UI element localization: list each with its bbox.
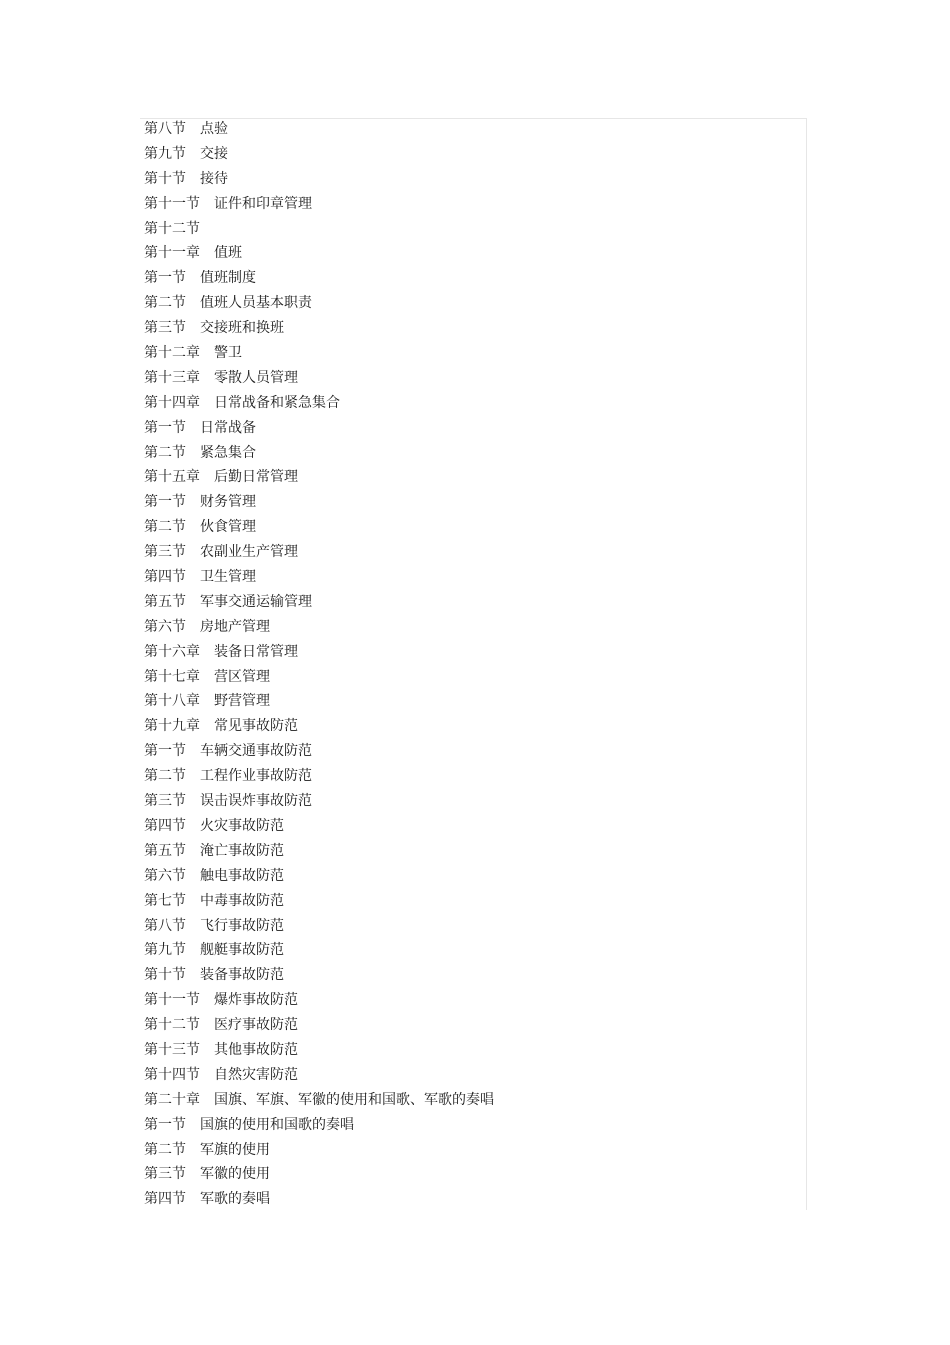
toc-entry: [144, 1038, 494, 1063]
toc-entry: [144, 291, 494, 316]
toc-entry: [144, 739, 494, 764]
toc-entry-number: 第二节: [144, 768, 186, 785]
toc-entry-number: 第三节: [144, 320, 186, 337]
toc-entry: [144, 117, 494, 142]
toc-entry: [144, 615, 494, 640]
toc-entry-number: 第一节: [144, 270, 186, 287]
toc-entry-title: 证件和印章管理: [214, 195, 312, 212]
toc-entry-number: 第十节: [144, 967, 186, 984]
toc-entry-number: 第十四章: [144, 394, 200, 411]
toc-entry-title: 日常战备: [200, 419, 256, 436]
toc-entry: [144, 1063, 494, 1088]
toc-entry-number: 第二节: [144, 1141, 186, 1158]
toc-entry: [144, 714, 494, 739]
toc-entry-number: 第八节: [144, 917, 186, 934]
toc-entry-title: 值班制度: [200, 270, 256, 287]
toc-entry-title: 值班人员基本职责: [200, 295, 312, 312]
toc-entry: [144, 1162, 494, 1187]
toc-entry: [144, 1187, 494, 1212]
toc-entry-number: 第十二章: [144, 345, 200, 362]
toc-entry: [144, 590, 494, 615]
toc-entry-title: 自然灾害防范: [214, 1066, 298, 1083]
toc-entry: [144, 914, 494, 939]
toc-entry-title: 中毒事故防范: [200, 892, 284, 909]
toc-entry-number: 第二十章: [144, 1091, 200, 1108]
toc-entry-number: 第十七章: [144, 668, 200, 685]
toc-entry: [144, 465, 494, 490]
toc-entry-title: 爆炸事故防范: [214, 992, 298, 1009]
toc-entry: [144, 665, 494, 690]
toc-entry: [144, 1113, 494, 1138]
toc-entry-number: 第四节: [144, 1191, 186, 1208]
toc-entry: [144, 266, 494, 291]
toc-entry-title: 飞行事故防范: [200, 917, 284, 934]
toc-entry-title: 国旗、军旗、军徽的使用和国歌、军歌的奏唱: [214, 1091, 494, 1108]
toc-entry: [144, 864, 494, 889]
toc-entry-number: 第四节: [144, 817, 186, 834]
toc-entry-title: 装备日常管理: [214, 643, 298, 660]
toc-entry-number: 第三节: [144, 1166, 186, 1183]
toc-entry-number: 第十二节: [144, 220, 200, 237]
toc-entry-number: 第十三节: [144, 1041, 200, 1058]
toc-entry-title: 其他事故防范: [214, 1041, 298, 1058]
toc-entry-title: 点验: [200, 121, 228, 137]
toc-entry-title: 车辆交通事故防范: [200, 743, 312, 760]
toc-entry-number: 第十一章: [144, 245, 200, 262]
toc-entry-title: 军歌的奏唱: [200, 1191, 270, 1208]
toc-entry-title: 军事交通运输管理: [200, 593, 312, 610]
toc-entry-title: 值班: [214, 245, 242, 262]
toc-entry-number: 第十一节: [144, 195, 200, 212]
toc-entry: [144, 490, 494, 515]
toc-entry-number: 第九节: [144, 942, 186, 959]
toc-entry-number: 第五节: [144, 842, 186, 859]
toc-entry: [144, 441, 494, 466]
toc-entry-number: 第十一节: [144, 992, 200, 1009]
table-of-contents: [144, 117, 494, 1212]
toc-entry-number: 第二节: [144, 295, 186, 312]
toc-entry-number: 第九节: [144, 145, 186, 162]
toc-entry: [144, 366, 494, 391]
toc-entry-number: 第八节: [144, 121, 186, 137]
toc-entry-number: 第十九章: [144, 718, 200, 735]
toc-entry: [144, 142, 494, 167]
toc-entry-title: 军旗的使用: [200, 1141, 270, 1158]
toc-entry-title: 日常战备和紧急集合: [214, 394, 340, 411]
toc-entry: [144, 391, 494, 416]
toc-entry-number: 第十三章: [144, 369, 200, 386]
toc-entry-title: 紧急集合: [200, 444, 256, 461]
toc-entry-title: 农副业生产管理: [200, 544, 298, 561]
toc-entry: [144, 416, 494, 441]
toc-entry: [144, 540, 494, 565]
toc-entry: [144, 839, 494, 864]
toc-entry-title: 接待: [200, 170, 228, 187]
toc-entry-number: 第二节: [144, 444, 186, 461]
toc-entry-number: 第十四节: [144, 1066, 200, 1083]
toc-entry-title: 淹亡事故防范: [200, 842, 284, 859]
toc-entry-number: 第一节: [144, 494, 186, 511]
toc-entry: [144, 963, 494, 988]
toc-entry-title: 交接班和换班: [200, 320, 284, 337]
toc-entry-title: 火灾事故防范: [200, 817, 284, 834]
toc-entry-number: 第三节: [144, 544, 186, 561]
toc-entry: [144, 1013, 494, 1038]
toc-entry-title: 营区管理: [214, 668, 270, 685]
toc-entry-number: 第三节: [144, 793, 186, 810]
toc-entry-title: 舰艇事故防范: [200, 942, 284, 959]
toc-entry: [144, 341, 494, 366]
toc-entry: [144, 889, 494, 914]
toc-entry-title: 触电事故防范: [200, 867, 284, 884]
toc-entry-title: 零散人员管理: [214, 369, 298, 386]
toc-entry-title: 装备事故防范: [200, 967, 284, 984]
toc-entry-number: 第二节: [144, 519, 186, 536]
toc-entry: [144, 789, 494, 814]
toc-entry: [144, 689, 494, 714]
toc-entry-number: 第十二节: [144, 1017, 200, 1034]
toc-entry-title: 国旗的使用和国歌的奏唱: [200, 1116, 354, 1133]
toc-entry: [144, 988, 494, 1013]
toc-entry: [144, 814, 494, 839]
toc-entry: [144, 316, 494, 341]
toc-entry-title: 工程作业事故防范: [200, 768, 312, 785]
toc-entry-title: 伙食管理: [200, 519, 256, 536]
toc-entry-title: 后勤日常管理: [214, 469, 298, 486]
toc-entry-title: 财务管理: [200, 494, 256, 511]
toc-entry-title: 军徽的使用: [200, 1166, 270, 1183]
toc-entry-number: 第五节: [144, 593, 186, 610]
toc-entry-title: 医疗事故防范: [214, 1017, 298, 1034]
toc-entry-number: 第一节: [144, 419, 186, 436]
toc-entry-number: 第十八章: [144, 693, 200, 710]
toc-entry-number: 第十六章: [144, 643, 200, 660]
toc-entry-number: 第一节: [144, 743, 186, 760]
toc-entry-title: 警卫: [214, 345, 242, 362]
toc-entry: [144, 241, 494, 266]
toc-entry: [144, 938, 494, 963]
toc-entry: [144, 1088, 494, 1113]
toc-entry-title: 野营管理: [214, 693, 270, 710]
toc-entry-title: 房地产管理: [200, 618, 270, 635]
toc-entry: [144, 565, 494, 590]
toc-entry: [144, 640, 494, 665]
toc-entry-number: 第六节: [144, 867, 186, 884]
toc-entry-title: 卫生管理: [200, 569, 256, 586]
toc-entry-number: 第十五章: [144, 469, 200, 486]
toc-entry: [144, 515, 494, 540]
toc-entry: [144, 764, 494, 789]
toc-entry-number: 第一节: [144, 1116, 186, 1133]
toc-entry-title: 常见事故防范: [214, 718, 298, 735]
toc-entry: [144, 167, 494, 192]
toc-entry: [144, 217, 494, 242]
toc-entry-number: 第六节: [144, 618, 186, 635]
toc-entry: [144, 192, 494, 217]
toc-entry: [144, 1138, 494, 1163]
toc-entry-number: 第十节: [144, 170, 186, 187]
toc-entry-number: 第七节: [144, 892, 186, 909]
toc-entry-title: 误击误炸事故防范: [200, 793, 312, 810]
toc-entry-title: 交接: [200, 145, 228, 162]
toc-entry-number: 第四节: [144, 569, 186, 586]
